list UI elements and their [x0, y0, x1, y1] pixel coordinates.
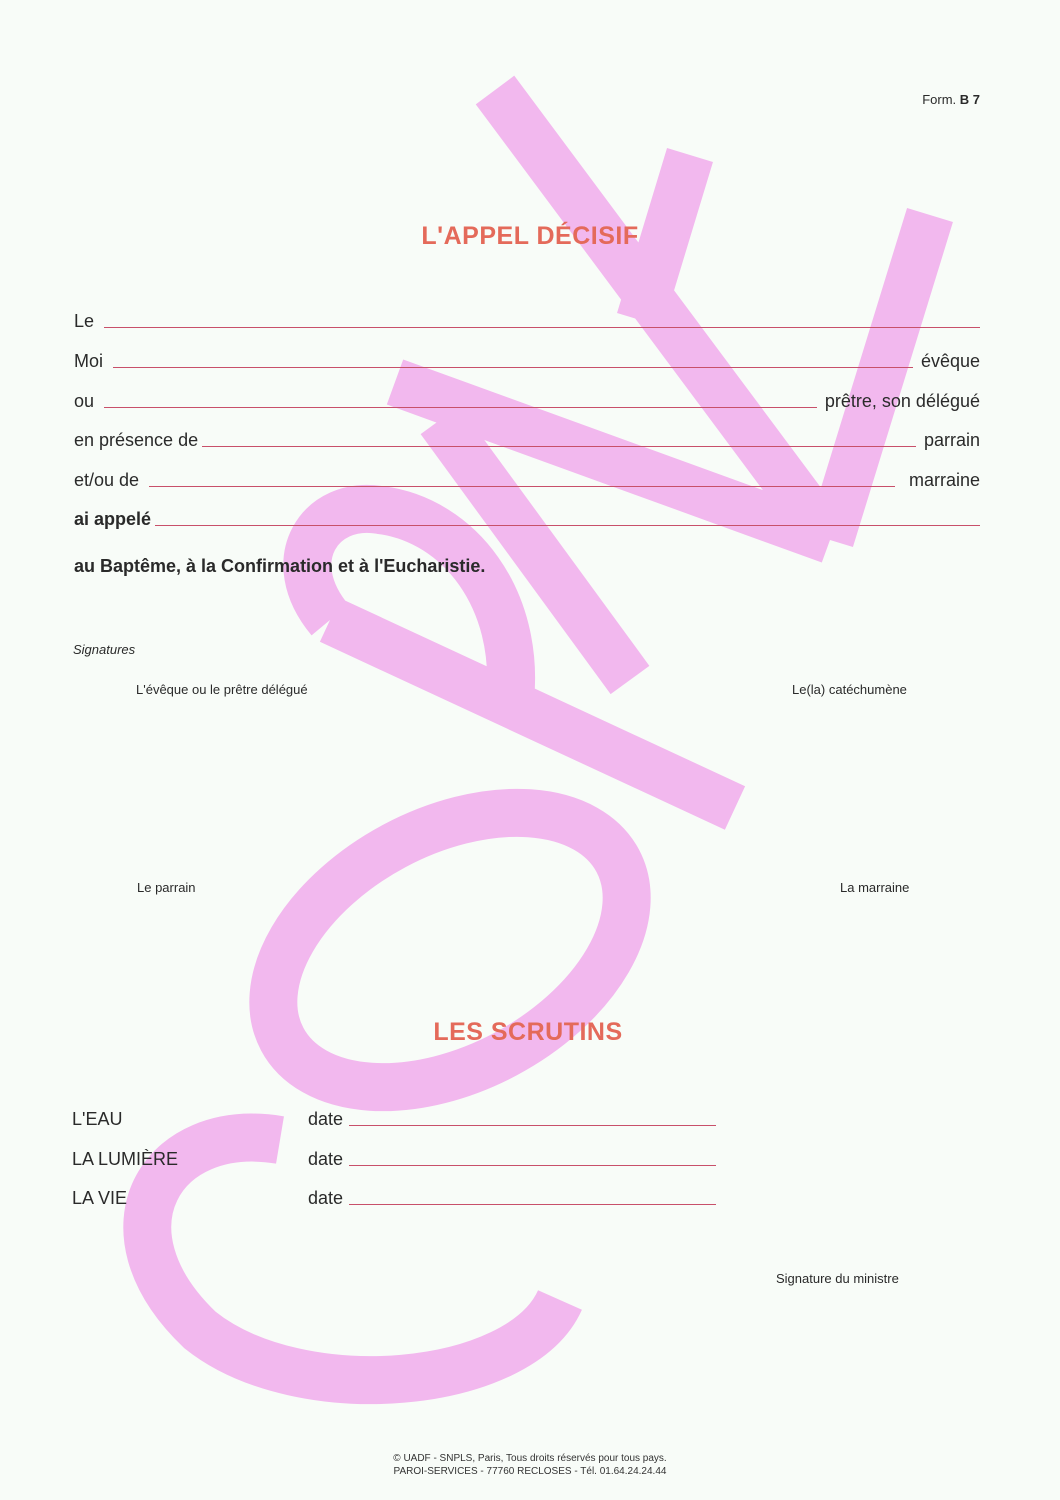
form-code-number: B 7	[959, 92, 980, 107]
field-label: ou	[74, 391, 95, 411]
copyright-footer	[0, 1452, 1060, 1478]
field-row-appele[interactable]	[74, 504, 980, 530]
date-label: date	[308, 1149, 344, 1169]
field-label: et/ou de	[74, 470, 140, 490]
signature-label-catechumen: Le(la) catéchumène	[792, 682, 907, 697]
field-row-le[interactable]	[74, 306, 980, 332]
scrutin-name: LA LUMIÈRE	[72, 1149, 179, 1169]
footer-line-1: © UADF - SNPLS, Paris, Tous droits réservés pour tous pays.	[393, 1453, 667, 1464]
field-label: Le	[74, 311, 95, 331]
watermark-letter-p	[307, 509, 735, 808]
statement-text: au Baptême, à la Confirmation et à l'Eucharistie.	[74, 556, 486, 576]
field-suffix: parrain	[923, 430, 980, 450]
watermark-letter-c	[147, 1138, 560, 1380]
field-row-presence[interactable]	[74, 425, 980, 451]
fill-line[interactable]	[104, 327, 980, 328]
signature-label-bishop: L'évêque ou le prêtre délégué	[136, 682, 308, 697]
scrutin-row-eau[interactable]	[72, 1104, 716, 1130]
watermark-letter-o	[227, 757, 673, 1144]
signature-label-godmother: La marraine	[840, 880, 910, 895]
fill-line[interactable]	[149, 486, 895, 487]
field-row-moi[interactable]	[74, 346, 980, 372]
date-fill-line[interactable]	[349, 1125, 716, 1126]
field-suffix: marraine	[908, 470, 980, 490]
scrutin-row-vie[interactable]	[72, 1183, 716, 1209]
field-row-ou[interactable]	[74, 386, 980, 412]
minister-signature-label: Signature du ministre	[776, 1271, 899, 1286]
scrutin-name: L'EAU	[72, 1109, 123, 1129]
date-fill-line[interactable]	[349, 1204, 716, 1205]
scrutin-name: LA VIE	[72, 1188, 128, 1208]
fill-line[interactable]	[104, 407, 817, 408]
watermark-letter-i	[440, 420, 630, 680]
fill-line[interactable]	[113, 367, 913, 368]
field-suffix: évêque	[920, 351, 980, 371]
fill-line[interactable]	[202, 446, 916, 447]
date-label: date	[308, 1109, 344, 1129]
date-label: date	[308, 1188, 344, 1208]
field-label: en présence de	[74, 430, 199, 450]
signatures-heading: Signatures	[73, 642, 136, 657]
form-code	[922, 92, 980, 107]
scrutin-row-lumiere[interactable]	[72, 1144, 716, 1170]
signature-label-godfather: Le parrain	[137, 880, 196, 895]
page-title: L'APPEL DÉCISIF	[421, 222, 639, 250]
fill-line[interactable]	[155, 525, 980, 526]
form-code-prefix: Form.	[922, 92, 957, 107]
section-title-scrutins: LES SCRUTINS	[433, 1018, 623, 1046]
field-label: Moi	[74, 351, 104, 371]
field-suffix: prêtre, son délégué	[824, 391, 980, 411]
field-label: ai appelé	[74, 509, 152, 529]
field-row-etou[interactable]	[74, 465, 980, 491]
footer-line-2: PAROI-SERVICES - 77760 RECLOSES - Tél. 01.64.24.24.44	[393, 1466, 667, 1477]
date-fill-line[interactable]	[349, 1165, 716, 1166]
